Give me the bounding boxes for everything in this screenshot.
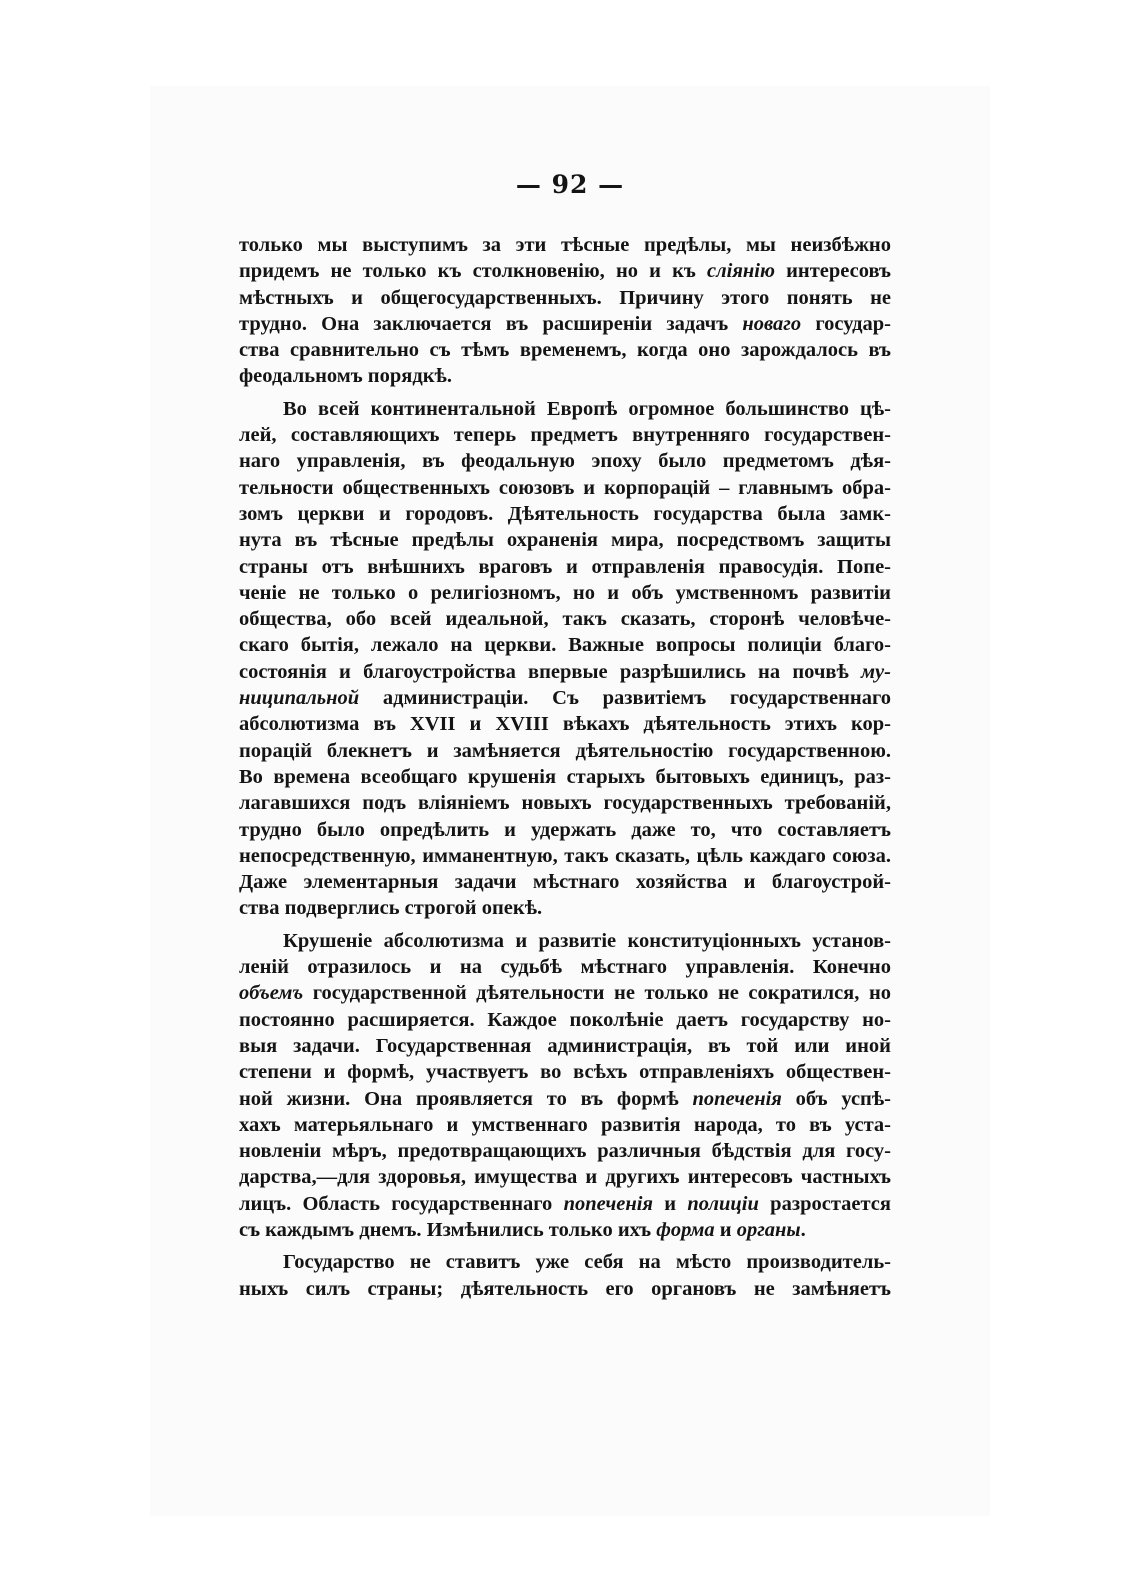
text-line: новленiи мѣръ, предотвращающихъ различныя бѣдствiя для госу-	[239, 1140, 891, 1163]
page-number: — 92 —	[515, 170, 625, 199]
text-line: страны отъ внѣшнихъ враговъ и отправленiя правосудiя. Попе-	[239, 555, 891, 578]
text-line: Государство не ставитъ уже себя на мѣсто производитель-	[283, 1251, 891, 1274]
text-segment: администрацiи. Съ развитiемъ государственнаго	[359, 687, 891, 710]
text-line	[239, 1086, 891, 1112]
italic-phrase: новаго	[742, 312, 802, 335]
italic-phrase: органы	[736, 1218, 801, 1241]
text-segment: съ каждымъ днемъ. Измѣнились только ихъ	[239, 1218, 657, 1241]
text-line	[239, 258, 891, 284]
text-segment: трудно. Она заключается въ расширенiи задачъ	[239, 312, 743, 335]
italic-phrase: полицiи	[687, 1192, 759, 1215]
text-line: непосредственную, имманентную, такъ сказать, цѣль каждаго союза.	[239, 844, 891, 867]
text-line: степени и формѣ, участвуетъ во всѣхъ отправленiяхъ обществен-	[239, 1061, 891, 1084]
italic-phrase: объемъ	[239, 982, 304, 1005]
text-line: только мы выступимъ за эти тѣсные предѣлы, мы неизбѣжно	[239, 234, 891, 256]
text-segment: лицъ. Область государственнаго	[239, 1192, 564, 1215]
text-line: нута въ тѣсные предѣлы охраненiя мира, посредствомъ защиты	[239, 529, 891, 552]
text-line	[239, 1217, 891, 1243]
paragraph	[239, 1249, 891, 1302]
text-line	[239, 1191, 891, 1217]
text-segment: интересовъ	[774, 260, 891, 283]
text-line: тельности общественныхъ союзовъ и корпорацiй – главнымъ обра-	[239, 476, 891, 499]
text-segment: и	[652, 1192, 688, 1215]
text-line: постоянно расширяется. Каждое поколѣнiе даетъ государству но-	[239, 1008, 891, 1031]
text-line: хахъ матерьяльнаго и умственнаго развитiя народа, то въ уста-	[239, 1113, 891, 1136]
text-line: абсолютизма въ XVII и XVIII вѣкахъ дѣятельность этихъ кор-	[239, 713, 891, 736]
italic-phrase: ниципальной	[239, 687, 360, 710]
text-line: ства подверглись строгой опекѣ.	[239, 897, 543, 920]
text-line: Во времена всеобщаго крушенiя старыхъ бытовыхъ единицъ, раз-	[239, 765, 891, 788]
text-segment: государ-	[801, 312, 892, 335]
paragraph	[239, 232, 891, 390]
text-line: ныхъ силъ страны; дѣятельность его органовъ не замѣняетъ	[239, 1277, 891, 1300]
text-line: порацiй блекнетъ и замѣняется дѣятельностiю государственною.	[239, 739, 891, 762]
text-line: зомъ церкви и городовъ. Дѣятельность государства была замк-	[239, 502, 891, 525]
italic-phrase: попеченiя	[563, 1192, 653, 1215]
text-line: наго управленiя, въ феодальную эпоху было предметомъ дѣя-	[239, 450, 891, 473]
text-line: Даже элементарныя задачи мѣстнаго хозяйства и благоустрой-	[239, 871, 891, 894]
text-line: Крушенiе абсолютизма и развитiе конституцiонныхъ установ-	[283, 929, 891, 952]
text-line: скаго бытiя, лежало на церкви. Важные вопросы полицiи благо-	[239, 634, 891, 657]
text-line: трудно было опредѣлить и удержать даже то, что составляетъ	[239, 818, 891, 841]
text-line: ченiе не только о религiозномъ, но и объ умственномъ развитiи	[239, 581, 891, 604]
paragraph	[239, 396, 891, 922]
text-line: феодальномъ порядкѣ.	[239, 365, 452, 388]
text-line	[239, 685, 891, 711]
italic-phrase: му-	[861, 660, 891, 683]
text-segment: и	[714, 1218, 737, 1241]
text-segment: придемъ не только къ столкновенію, но и къ	[239, 260, 708, 283]
text-line	[239, 980, 891, 1006]
text-line: Во всей континентальной Европѣ огромное большинство цѣ-	[283, 397, 891, 420]
text-line: мѣстныхъ и общегосударственныхъ. Причину этого понять не	[239, 286, 891, 309]
text-segment: государственной дѣятельности не только не сократился, но	[303, 982, 891, 1005]
text-line	[239, 659, 891, 685]
text-line: ства сравнительно съ тѣмъ временемъ, когда оно зарождалось въ	[239, 339, 891, 362]
text-line: общества, обо всей идеальной, такъ сказать, сторонѣ человѣче-	[239, 608, 891, 631]
text-line: ленiй отразилось и на судьбѣ мѣстнаго управленiя. Конечно	[239, 956, 891, 979]
text-segment: состоянiя и благоустройства впервые разрѣшились на почвѣ	[239, 660, 862, 683]
text-segment: .	[800, 1218, 806, 1241]
body-text	[239, 232, 891, 1302]
italic-phrase: форма	[656, 1218, 715, 1241]
text-line	[239, 311, 891, 337]
paragraph	[239, 928, 891, 1244]
text-segment: разростается	[758, 1192, 891, 1215]
text-segment: ной жизни. Она проявляется то въ формѣ	[239, 1087, 693, 1110]
text-line: выя задачи. Государственная администрацiя, въ той или иной	[239, 1034, 891, 1057]
text-line: лагавшихся подъ влiянiемъ новыхъ государственныхъ требованiй,	[239, 792, 891, 815]
italic-phrase: попеченiя	[692, 1087, 782, 1110]
italic-phrase: слiянiю	[707, 260, 775, 283]
text-line: дарства,—для здоровья, имущества и другихъ интересовъ частныхъ	[239, 1166, 891, 1189]
text-line: лей, составляющихъ теперь предметъ внутренняго государствен-	[239, 424, 891, 447]
text-segment: объ успѣ-	[781, 1087, 892, 1110]
